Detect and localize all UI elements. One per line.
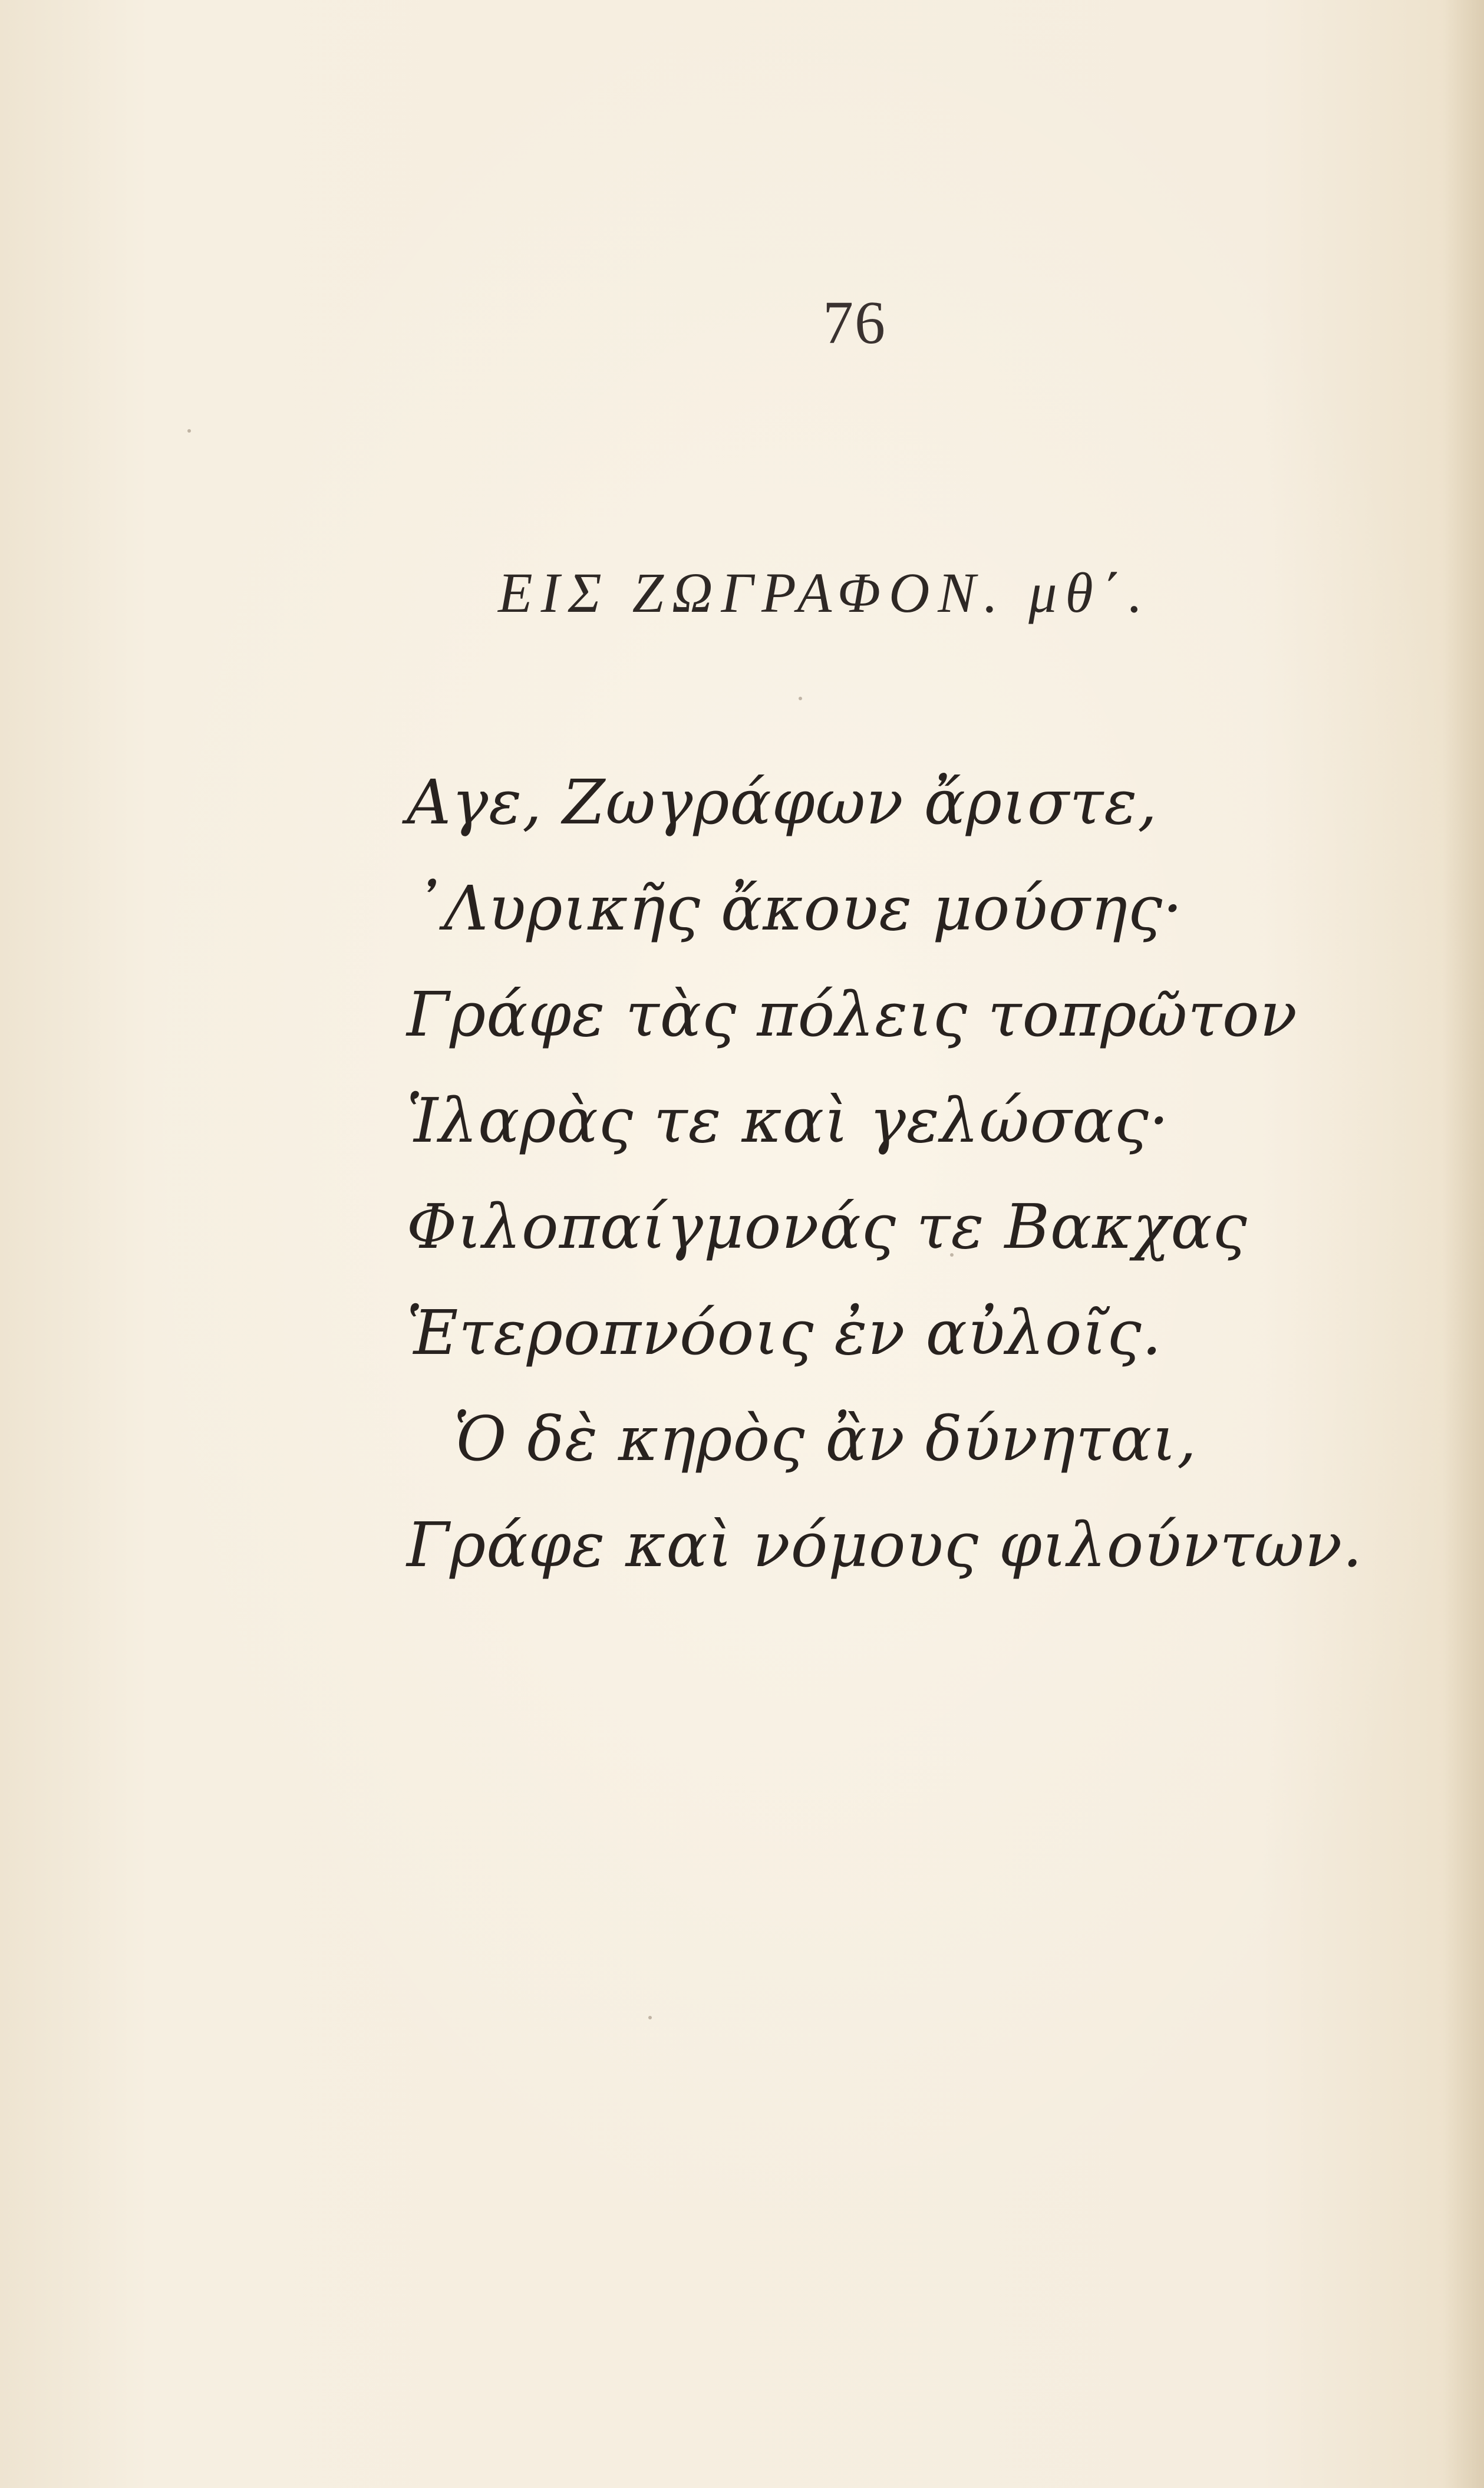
verse-line: Φιλοπαίγμονάς τε Βακχας xyxy=(407,1191,1248,1263)
page-number: 76 xyxy=(823,289,886,357)
verse-line: Ἱλαρὰς τε καὶ γελώσας· xyxy=(407,1085,1169,1156)
verse-line: Ἑτεροπνόοις ἐν αὐλοῖς. xyxy=(407,1297,1162,1369)
paper-speck xyxy=(648,2016,652,2019)
poem-title: ΕΙΣ ΖΩΓΡΑΦΟΝ. μθ΄. xyxy=(498,561,1151,624)
verse-line: ᾽Λυρικῆς ἄκουε μούσης· xyxy=(413,872,1183,944)
verse-line: Γράφε καὶ νόμους φιλούντων. xyxy=(407,1509,1363,1581)
page-edge-shadow xyxy=(1443,0,1484,2488)
verse-line: Ὁ δὲ κηρὸς ἂν δύνηται, xyxy=(454,1403,1197,1475)
verse-line: Αγε, Ζωγράφων ἄριστε, xyxy=(407,766,1158,838)
verse-line: Γράφε τὰς πόλεις τοπρῶτον xyxy=(407,978,1298,1050)
paper-speck xyxy=(187,429,191,433)
paper-speck xyxy=(799,697,802,700)
